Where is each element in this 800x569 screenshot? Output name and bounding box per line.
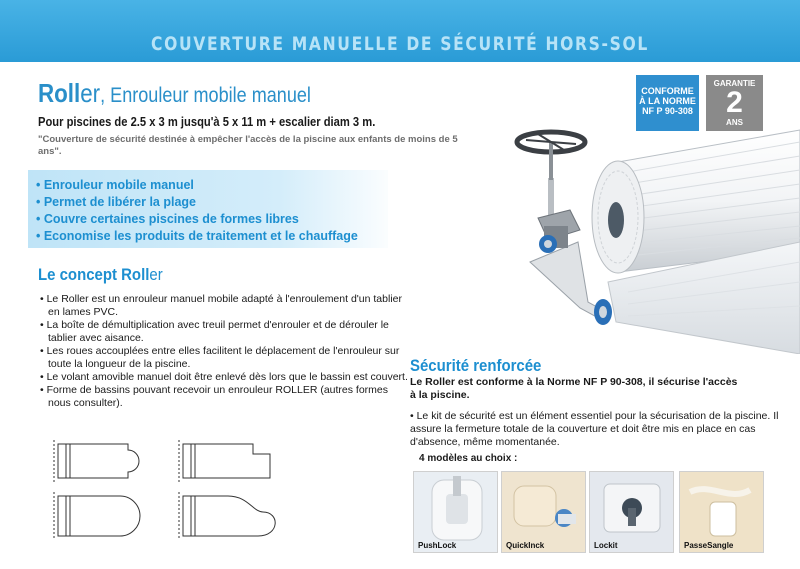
- product-name-light: er: [80, 78, 101, 108]
- pool-shape-round-step: [54, 440, 139, 482]
- pool-shape-free-form: [179, 492, 275, 540]
- concept-item: • Forme de bassins pouvant recevoir un enrouleur ROLLER (autres formes nous consulter).: [38, 384, 408, 410]
- guarantee-number: 2: [726, 86, 743, 119]
- lock-label: Lockit: [594, 541, 618, 550]
- product-subtitle: , Enrouleur mobile manuel: [100, 84, 311, 107]
- concept-title-suffix: er: [149, 265, 163, 284]
- banner-title: COUVERTURE MANUELLE DE SÉCURITÉ HORS-SOL: [151, 33, 649, 55]
- models-label: 4 modèles au choix :: [419, 453, 518, 464]
- concept-item: • Les roues accouplées entre elles facilitent le déplacement de l'enrouleur sur toute la longueur de la piscine.: [38, 345, 408, 371]
- lock-model-lockit: [589, 471, 674, 553]
- guarantee-label: GARANTIE: [713, 79, 756, 88]
- roller-illustration: [508, 122, 800, 354]
- lock-label: QuickInck: [506, 541, 545, 550]
- pool-size-line: Pour piscines de 2.5 x 3 m jusqu'à 5 x 11 m + escalier diam 3 m.: [38, 114, 376, 129]
- guarantee-unit: ANS: [726, 118, 743, 127]
- concept-item: • Le volant amovible manuel doit être enlevé dès lors que le bassin est couvert.: [38, 371, 408, 384]
- feature-list: [28, 170, 388, 248]
- feature-item: • Enrouleur mobile manuel: [36, 178, 194, 192]
- lock-label: PasseSangle: [684, 541, 734, 550]
- pool-shapes-diagram: [48, 440, 308, 540]
- securite-title: Sécurité renforcée: [410, 356, 542, 375]
- feature-item: • Economise les produits de traitement et le chauffage: [36, 229, 358, 243]
- pool-shape-square-step: [179, 440, 270, 482]
- securite-text: • Le kit de sécurité est un élément essentiel pour la sécurisation de la piscine. Il assure la fermeture totale de la couverture et doit être mis en place en cas d'absence, même momentanée.: [410, 410, 779, 448]
- product-title: [38, 78, 311, 109]
- norm-badge-line: NF P 90-308: [642, 106, 693, 116]
- concept-title: [38, 265, 163, 285]
- feature-item: • Permet de libérer la plage: [36, 195, 196, 209]
- product-name-bold: Roll: [38, 78, 81, 108]
- lock-model-pushlock: [413, 471, 498, 553]
- lock-model-passesangle: [679, 471, 764, 553]
- concept-list: [38, 293, 408, 410]
- lock-model-quickinck: [501, 471, 586, 553]
- safety-quote: "Couverture de sécurité destinée à empêcher l'accès de la piscine aux enfants de moins de 5 ans".: [38, 134, 458, 157]
- concept-item: • La boîte de démultiplication avec treuil permet d'enrouler et de dérouler le tablier avec aisance.: [38, 319, 408, 345]
- securite-intro: Le Roller est conforme à la Norme NF P 90-308, il sécurise l'accès à la piscine.: [410, 376, 738, 401]
- feature-item: • Couvre certaines piscines de formes libres: [36, 212, 299, 226]
- header-banner: [0, 0, 800, 62]
- norm-badge-line: À LA NORME: [639, 96, 696, 106]
- concept-title-main: Le concept Roll: [38, 265, 150, 284]
- norm-badge-line: CONFORME: [641, 86, 694, 96]
- concept-item: • Le Roller est un enrouleur manuel mobile adapté à l'enroulement d'un tablier en lames PVC.: [38, 293, 408, 319]
- lock-label: PushLock: [418, 541, 457, 550]
- pool-shape-rounded-end: [54, 492, 140, 540]
